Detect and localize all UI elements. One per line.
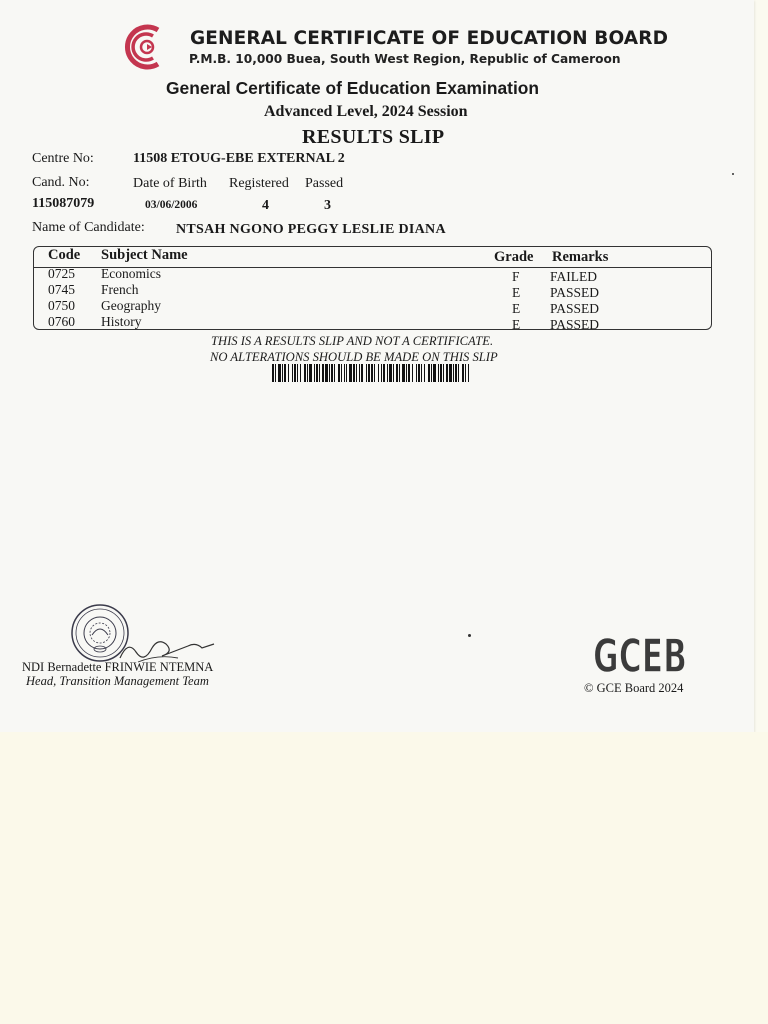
barcode-bar <box>418 364 420 382</box>
barcode-bar <box>349 364 352 382</box>
barcode-bar <box>393 364 394 382</box>
signatory-role: Head, Transition Management Team <box>26 674 209 688</box>
barcode-bar <box>468 364 469 382</box>
barcode-bar <box>381 364 382 382</box>
barcode-bar <box>406 364 407 382</box>
barcode-bar <box>322 364 324 382</box>
board-name: GENERAL CERTIFICATE OF EDUCATION BOARD <box>190 28 669 49</box>
barcode-bar <box>438 364 439 382</box>
code-header: Code <box>48 247 81 263</box>
barcode-bar <box>387 364 388 382</box>
board-address: P.M.B. 10,000 Buea, South West Region, Republic of Cameroon <box>189 52 621 66</box>
barcode-bar <box>314 364 315 382</box>
barcode-bar <box>292 364 293 382</box>
barcode-bar <box>443 364 444 382</box>
barcode-bar <box>368 364 370 382</box>
passed-label: Passed <box>305 176 344 191</box>
barcode-bar <box>334 364 335 382</box>
speck <box>732 173 734 175</box>
subject-remarks: FAILED <box>550 269 597 284</box>
passed-value: 3 <box>324 198 331 213</box>
barcode-bar <box>396 364 398 382</box>
barcode-bar <box>325 364 328 382</box>
barcode-bar <box>344 364 345 382</box>
gceb-logo-icon <box>590 628 690 683</box>
gce-board-logo-icon <box>120 22 166 72</box>
exam-title: General Certificate of Education Examination <box>166 78 540 98</box>
barcode-bar <box>282 364 283 382</box>
barcode-bar <box>374 364 375 382</box>
barcode-bar <box>449 364 452 382</box>
barcode-bar <box>294 364 296 382</box>
barcode-bar <box>366 364 367 382</box>
barcode-bar <box>329 364 330 382</box>
subject-grade: F <box>512 269 520 284</box>
barcode-bar <box>399 364 400 382</box>
dob-label: Date of Birth <box>133 176 207 191</box>
barcode-bar <box>371 364 373 382</box>
page-background <box>0 732 768 1024</box>
barcode-bar <box>431 364 432 382</box>
barcode-bar <box>462 364 464 382</box>
barcode-bar <box>338 364 340 382</box>
subject-code: 0725 <box>48 266 75 281</box>
barcode-bar <box>284 364 286 382</box>
candidate-name-label: Name of Candidate: <box>32 220 145 235</box>
barcode-bar <box>275 364 276 382</box>
subject-grade: E <box>512 317 521 332</box>
barcode-bar <box>359 364 360 382</box>
barcode-bar <box>361 364 363 382</box>
barcode-bar <box>402 364 405 382</box>
subject-name: French <box>101 282 139 297</box>
barcode-bar <box>408 364 410 382</box>
barcode-bar <box>428 364 430 382</box>
copyright: © GCE Board 2024 <box>584 681 684 695</box>
candidate-name: NTSAH NGONO PEGGY LESLIE DIANA <box>176 222 446 237</box>
centre-value: 11508 ETOUG-EBE EXTERNAL 2 <box>133 151 345 166</box>
barcode-bar <box>433 364 436 382</box>
subject-code: 0760 <box>48 314 75 329</box>
barcode-bar <box>389 364 392 382</box>
barcode-bar <box>346 364 347 382</box>
exam-session: Advanced Level, 2024 Session <box>264 103 468 120</box>
barcode-bar <box>383 364 385 382</box>
barcode-bar <box>307 364 308 382</box>
barcode-bar <box>341 364 342 382</box>
subject-name: History <box>101 314 142 329</box>
barcode-bar <box>297 364 298 382</box>
barcode-bar <box>272 364 274 382</box>
registered-value: 4 <box>262 198 269 213</box>
barcode-bar <box>319 364 320 382</box>
barcode-bar <box>300 364 301 382</box>
dob-value: 03/06/2006 <box>145 199 198 211</box>
barcode-bar <box>458 364 459 382</box>
subject-remarks: PASSED <box>550 301 600 316</box>
barcode-bar <box>421 364 422 382</box>
barcode-bar <box>356 364 357 382</box>
barcode-bar <box>378 364 379 382</box>
barcode-bar <box>304 364 306 382</box>
barcode-bar <box>453 364 454 382</box>
barcode-bar <box>331 364 333 382</box>
barcode-bar <box>412 364 413 382</box>
certificate-notice: THIS IS A RESULTS SLIP AND NOT A CERTIFICATE. <box>211 334 494 348</box>
barcode-bar <box>416 364 417 382</box>
barcode-bar <box>465 364 466 382</box>
cand-no-label: Cand. No: <box>32 175 90 190</box>
barcode-bar <box>353 364 355 382</box>
subject-grade: E <box>512 285 521 300</box>
subject-remarks: PASSED <box>550 285 600 300</box>
subject-code: 0750 <box>48 298 75 313</box>
barcode-bar <box>278 364 281 382</box>
barcode-bar <box>446 364 448 382</box>
subject-name: Geography <box>101 298 161 313</box>
barcode-bar <box>455 364 457 382</box>
subject-code: 0745 <box>48 282 75 297</box>
gceb-logo-text: GCEB <box>593 629 687 683</box>
slip-title: RESULTS SLIP <box>302 126 445 148</box>
registered-label: Registered <box>229 176 289 191</box>
subject-name: Economics <box>101 266 161 281</box>
speck <box>468 634 471 637</box>
subject-header: Subject Name <box>101 247 188 263</box>
signatory-name: NDI Bernadette FRINWIE NTEMNA <box>22 660 214 674</box>
subject-remarks: PASSED <box>550 317 600 332</box>
alteration-notice: NO ALTERATIONS SHOULD BE MADE ON THIS SLIP <box>210 350 498 364</box>
barcode-icon <box>272 364 470 382</box>
remarks-header: Remarks <box>552 249 609 265</box>
results-table <box>33 246 712 330</box>
barcode-bar <box>424 364 425 382</box>
barcode-bar <box>316 364 318 382</box>
barcode-bar <box>309 364 312 382</box>
grade-header: Grade <box>494 249 534 265</box>
subject-grade: E <box>512 301 521 316</box>
cand-no-value: 115087079 <box>32 196 95 211</box>
barcode-bar <box>440 364 442 382</box>
barcode-bar <box>288 364 289 382</box>
centre-label: Centre No: <box>32 151 94 166</box>
